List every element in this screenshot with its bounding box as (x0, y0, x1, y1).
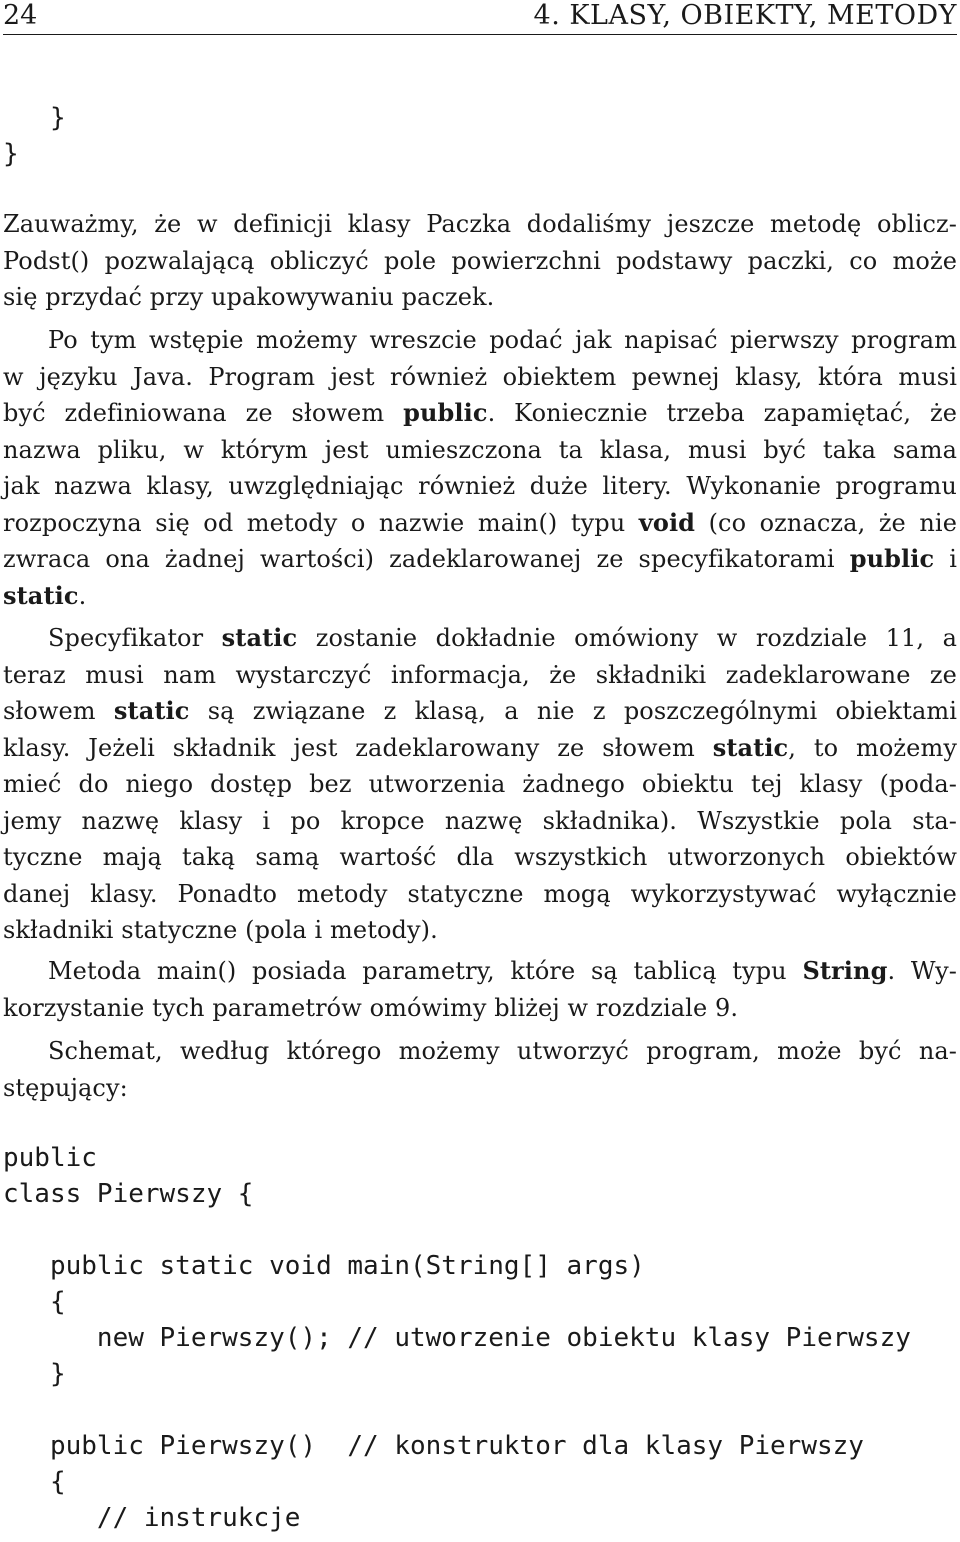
code-line: } (3, 1359, 66, 1389)
paragraph-2 (3, 322, 957, 614)
code-line: } (3, 139, 19, 169)
keyword-string: String (802, 956, 888, 985)
text-line: jak nazwa klasy, uwzględniając również duże litery. Wykonanie programu (3, 472, 957, 500)
text-line: rozpoczyna się od metody o nazwie main() typu void (co oznacza, że nie (3, 507, 957, 537)
keyword-static: static (712, 732, 789, 762)
text-line: klasy. Jeżeli składnik jest zadeklarowany ze słowem static, to możemy (3, 732, 957, 762)
paragraph-4 (3, 953, 957, 1026)
page-number: 24 (3, 0, 38, 31)
keyword-static: static (3, 580, 79, 610)
chapter-title: 4. KLASY, OBIEKTY, METODY (533, 0, 957, 31)
text-line: jemy nazwę klasy i po kropce nazwę składnika). Wszystkie pola sta- (3, 806, 957, 835)
code-line: public static void main(String[] args) (3, 1251, 645, 1281)
keyword-static: static (221, 623, 298, 652)
text-line: Po tym wstępie możemy wreszcie podać jak napisać pierwszy program (48, 326, 957, 354)
paragraph-5 (3, 1033, 957, 1106)
text-line: nazwa pliku, w którym jest umieszczona ta klasa, musi być taka sama (3, 435, 957, 464)
keyword-void: void (638, 507, 696, 537)
keyword-public: public (849, 544, 935, 573)
keyword-public: public (403, 398, 488, 427)
text-line: Zauważmy, że w definicji klasy Paczka dodaliśmy jeszcze metodę oblicz- (3, 210, 957, 238)
code-block-top (3, 100, 66, 172)
code-line: // instrukcje (3, 1503, 301, 1533)
text-line: w języku Java. Program jest również obiektem pewnej klasy, która musi (3, 362, 957, 391)
text-line: Specyfikator static zostanie dokładnie omówiony w rozdziale 11, a (48, 623, 957, 652)
code-line: { (3, 1467, 66, 1497)
text-line: stępujący: (3, 1073, 128, 1102)
code-line: { (3, 1287, 66, 1317)
text-line: słowem static są związane z klasą, a nie z poszczególnymi obiektami (3, 696, 957, 725)
text-line: teraz musi nam wystarczyć informacja, że składniki zadeklarowane ze (3, 660, 957, 689)
keyword-static: static (113, 696, 190, 725)
text-line: się przydać przy upakowywaniu paczek. (3, 283, 495, 311)
text-line: korzystanie tych parametrów omówimy bliżej w rozdziale 9. (3, 993, 739, 1022)
text-line: Podst() pozwalającą obliczyć pole powierzchni podstawy paczki, co może (3, 246, 957, 275)
code-line: class Pierwszy { (3, 1179, 254, 1209)
text-line: danej klasy. Ponadto metody statyczne mogą wykorzystywać wyłącznie (3, 879, 957, 908)
text-line: tyczne mają taką samą wartość dla wszystkich utworzonych obiektów (3, 843, 957, 871)
code-line: public Pierwszy() // konstruktor dla klasy Pierwszy (3, 1431, 864, 1461)
text-line: Metoda main() posiada parametry, które są tablicą typu String. Wy- (48, 956, 957, 985)
text-line: static. (3, 580, 87, 610)
text-line: składniki statyczne (pola i metody). (3, 916, 438, 944)
paragraph-3 (3, 620, 957, 949)
text-line: Schemat, według którego możemy utworzyć program, może być na- (48, 1037, 957, 1065)
code-block-program (3, 1140, 911, 1536)
text-line: zwraca ona żadnej wartości) zadeklarowanej ze specyfikatorami public i (3, 544, 957, 573)
text-line: być zdefiniowana ze słowem public. Koniecznie trzeba zapamiętać, że (3, 398, 958, 427)
code-line: new Pierwszy(); // utworzenie obiektu klasy Pierwszy (3, 1323, 911, 1353)
paragraph-1 (3, 206, 957, 316)
code-line: public (3, 1143, 97, 1173)
text-line: mieć do niego dostęp bez utworzenia żadnego obiektu tej klasy (poda- (3, 770, 957, 798)
code-line: } (3, 103, 66, 133)
page-header (3, 0, 957, 35)
